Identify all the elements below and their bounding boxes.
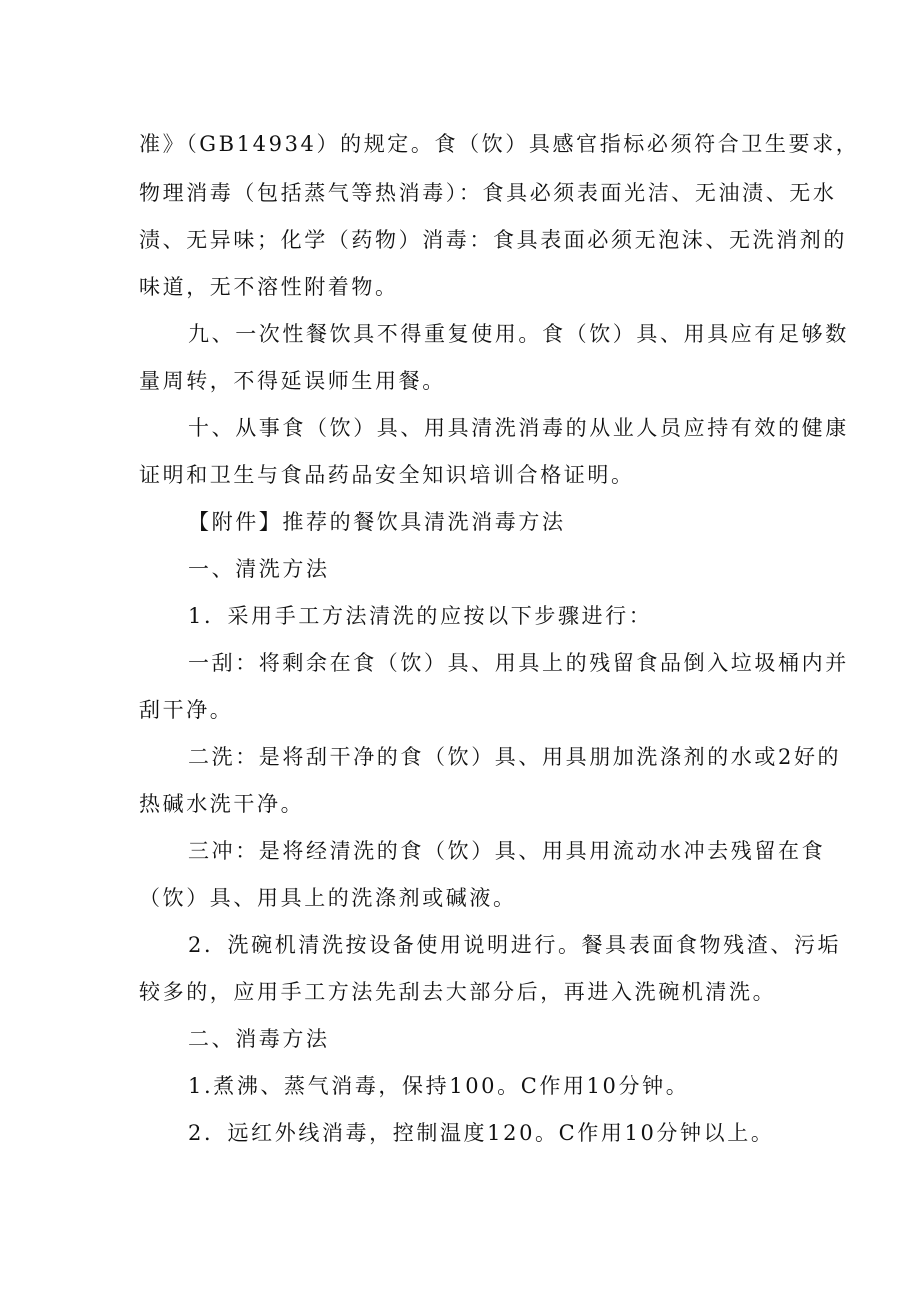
dishwasher-line-1: 2．洗碗机清洗按设备使用说明进行。餐具表面食物残渣、污垢 — [188, 933, 842, 957]
text-line-2: 物理消毒（包括蒸气等热消毒）：食具必须表面光洁、无油渍、无水 — [139, 181, 837, 205]
section-heading-cleaning: 一、清洗方法 — [188, 557, 330, 581]
wash-step-line-2: 热碱水洗干净。 — [139, 792, 305, 816]
disinfection-method-2: 2．远红外线消毒，控制温度120。C作用10分钟以上。 — [188, 1121, 775, 1145]
scrape-step-line-1: 一刮：将剩余在食（饮）具、用具上的残留食品倒入垃圾桶内并 — [188, 651, 849, 675]
step-intro: 1．采用手工方法清洗的应按以下步骤进行： — [188, 604, 653, 628]
paragraph-ten-line-2: 证明和卫生与食品药品安全知识培训合格证明。 — [139, 463, 635, 487]
text-line-4: 味道，无不溶性附着物。 — [139, 275, 399, 299]
text-line-1: 准》（GB14934）的规定。食（饮）具感官指标必须符合卫生要求， — [139, 132, 860, 156]
section-heading-disinfection: 二、消毒方法 — [188, 1027, 330, 1051]
paragraph-nine-line-1: 九、一次性餐饮具不得重复使用。食（饮）具、用具应有足够数 — [188, 322, 849, 346]
disinfection-method-1: 1.煮沸、蒸气消毒，保持100。C作用10分钟。 — [188, 1074, 690, 1098]
rinse-step-line-2: （饮）具、用具上的洗涤剂或碱液。 — [139, 886, 517, 910]
text-line-3: 渍、无异味；化学（药物）消毒：食具表面必须无泡沫、无洗消剂的 — [139, 228, 847, 252]
paragraph-nine-line-2: 量周转，不得延误师生用餐。 — [139, 369, 446, 393]
rinse-step-line-1: 三冲：是将经清洗的食（饮）具、用具用流动水冲去残留在食 — [188, 839, 826, 863]
appendix-heading: 【附件】推荐的餐饮具清洗消毒方法 — [188, 510, 566, 534]
paragraph-ten-line-1: 十、从事食（饮）具、用具清洗消毒的从业人员应持有效的健康 — [188, 416, 849, 440]
wash-step-line-1: 二洗：是将刮干净的食（饮）具、用具朋加洗涤剂的水或2好的 — [188, 745, 842, 769]
scrape-step-line-2: 刮干净。 — [139, 698, 234, 722]
dishwasher-line-2: 较多的，应用手工方法先刮去大部分后，再进入洗碗机清洗。 — [139, 980, 777, 1004]
